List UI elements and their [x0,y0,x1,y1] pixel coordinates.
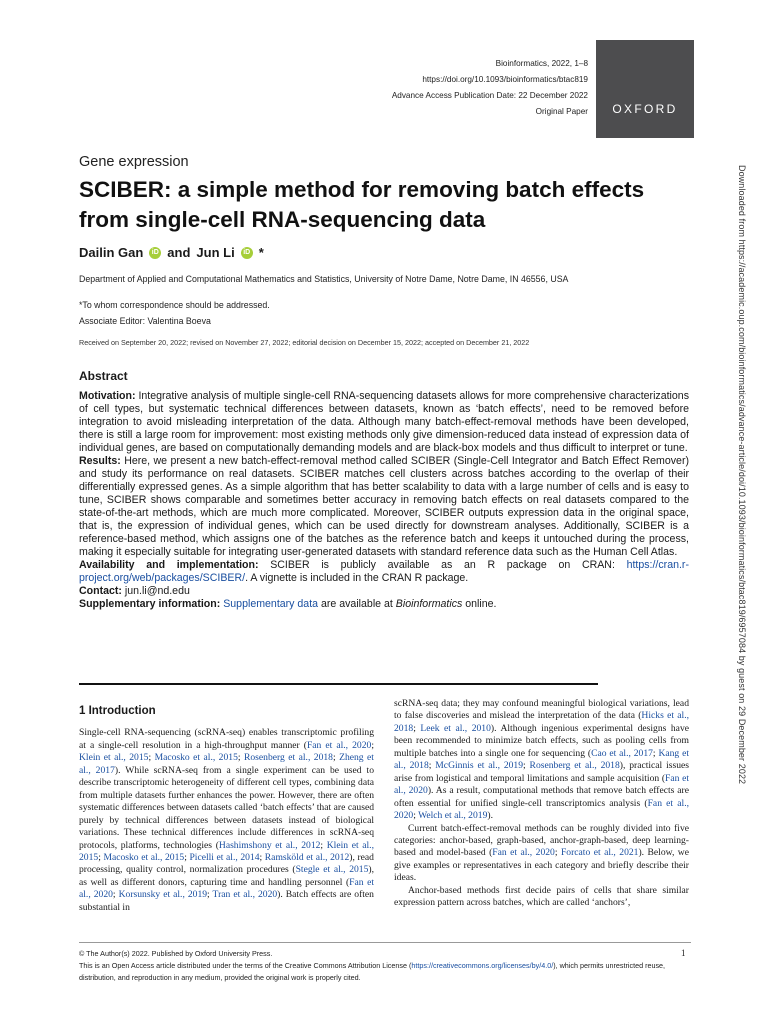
abstract-motivation: Motivation: Integrative analysis of multiple single-cell RNA-sequencing datasets allows for more comprehensive characterizations of cell types, but systematic technical differences between datasets, known as ‘batch effects’, need to be removed before integration to avoid misleading interpretation of the data. Although many batch-effect-removal methods have been developed, there is still a large room for improvement: most existing methods only give dimension-reduced data instead of expression data of individual genes, are based on computationally demanding models and are black-box models and thus difficult to interpret or tune. [79,390,689,454]
section-label: Gene expression [79,154,189,170]
body-paragraph: Single-cell RNA-sequencing (scRNA-seq) enables transcriptomic profiling at a single-cell resolution in a high-throughput manner (Fan et al., 2020; Klein et al., 2015; Macosko et al., 2015; Rosenberg et al., 2018; Zheng et al., 2017). While scRNA-seq from a single experiment can be used to describe transcriptomic heterogeneity of different cell types, combining data from multiple datasets further enhances the power. However, there are often systematic differences between datasets called ‘batch effects’ that are caused purely by technical differences between datasets instead of biological variations. These technical differences include differences in scRNA-seq protocols, platforms, technologies (Hashimshony et al., 2012; Klein et al., 2015; Macosko et al., 2015; Picelli et al., 2014; Ramsköld et al., 2012), read processing, quality control, normalization procedures (Stegle et al., 2015), as well as different donors, capturing time and handling personnel (Fan et al., 2020; Korsunsky et al., 2019; Tran et al., 2020). Batch effects are often substantial in [79,727,374,913]
citation-link[interactable]: Forcato et al., 2021 [560,847,639,859]
abstract-label: Motivation: [79,390,136,402]
abstract-heading: Abstract [79,369,128,383]
author-name: Dailin Gan [79,245,144,260]
article-title: SCIBER: a simple method for removing batch effects from single-cell RNA-sequencing data [79,177,645,232]
abstract-label: Results: [79,455,121,467]
abstract-label: Contact: [79,585,122,597]
paper-type: Original Paper [535,107,588,116]
abstract-label: Supplementary information: [79,598,221,610]
citation-link[interactable]: Fan et al., 2020 [394,797,689,822]
citation-link[interactable]: Welch et al., 2019 [418,810,488,822]
abstract-body [79,390,689,611]
citation-link[interactable]: Macosko et al., 2015 [154,752,238,764]
body-column-right [394,698,689,910]
affiliation: Department of Applied and Computational Mathematics and Statistics, University of Notre Dame, Notre Dame, IN 46556, USA [79,274,569,284]
doi-link[interactable]: https://doi.org/10.1093/bioinformatics/btac819 [422,75,588,84]
correspondence-block [79,297,270,329]
citation-link[interactable]: Leek et al., 2010 [420,722,491,734]
citation-link[interactable]: Cao et al., 2017 [591,747,653,759]
cran-link[interactable]: https://cran.r-project.org/web/packages/SCIBER/ [79,559,689,584]
advance-access-date: Advance Access Publication Date: 22 December 2022 [391,91,588,100]
citation-link[interactable]: Stegle et al., 2015 [295,864,369,876]
citation-link[interactable]: Klein et al., 2015 [79,839,374,863]
citation-link[interactable]: Rosenberg et al., 2018 [529,760,620,772]
page-number: 1 [681,948,686,958]
citation-link[interactable]: Fan et al., 2020 [492,847,555,859]
download-watermark: Downloaded from https://academic.oup.com/bioinformatics/advance-article/doi/10.1093/bioinformatics/btac819/6957084 by guest on 29 December 2022 [737,165,747,785]
body-column-left [79,700,374,914]
citation-link[interactable]: Zheng et al., 2017 [79,752,374,776]
logo-text: OXFORD [612,102,678,116]
section-divider [79,683,598,685]
journal-citation: Bioinformatics, 2022, 1–8 [495,59,588,68]
citation-link[interactable]: Korsunsky et al., 2019 [118,889,208,901]
contact-email: jun.li@nd.edu [121,585,190,597]
citation-link[interactable]: Tran et al., 2020 [212,889,278,901]
citation-link[interactable]: Fan et al., 2020 [306,739,372,751]
author-name: Jun Li [196,245,235,260]
footer [79,948,691,984]
body-paragraph: Current batch-effect-removal methods can be roughly divided into five categories: anchor-based, graph-based, anchor-graph-based, deep learning-based and model-based (Fan et al., 2020; Forcato et al., 2021). Below, we give examples or representatives in each category and briefly describe their ideas. [394,822,689,884]
footer-divider [79,942,691,943]
body-paragraph: scRNA-seq data; they may confound meaningful biological variations, lead to false discoveries and mislead the interpretation of the data (Hicks et al., 2018; Leek et al., 2010). Although ingenious experimental designs have been recommended to minimize batch effects, such as pooling cells from multiple batches into a single one for sequencing (Cao et al., 2017; Kang et al., 2018; McGinnis et al., 2019; Rosenberg et al., 2018), practical issues arise from logistical and temporal limitations and sample acquisition (Fan et al., 2020). As a result, computational methods that remove batch effects are often essential for unified single-cell transcriptomics analysis (Fan et al., 2020; Welch et al., 2019). [394,698,690,822]
associate-editor: Associate Editor: Valentina Boeva [79,316,211,326]
citation-link[interactable]: McGinnis et al., 2019 [435,760,524,772]
citation-link[interactable]: Picelli et al., 2014 [189,851,260,863]
abstract-availability: Availability and implementation: SCIBER is publicly available as an R package on CRAN: https://cran.r-project.org/web/packages/SCIBER/. A vignette is included in the CRAN R package. [79,559,689,584]
citation-link[interactable]: Klein et al., 2015 [79,752,149,764]
citation-link[interactable]: Ramsköld et al., 2012 [264,851,350,863]
citation-link[interactable]: Fan et al., 2020 [394,772,690,797]
license-link[interactable]: https://creativecommons.org/licenses/by/4.0/ [411,961,554,970]
citation-link[interactable]: Kang et al., 2018 [394,747,690,772]
abstract-label: Availability and implementation: [79,559,259,571]
orcid-icon[interactable]: iD [241,247,253,259]
citation-link[interactable]: Hashimshony et al., 2012 [218,839,321,851]
abstract-contact [79,585,689,598]
supplementary-link[interactable]: Supplementary data [223,598,319,610]
correspondence-note: *To whom correspondence should be addressed. [79,300,270,310]
section-heading: 1 Introduction [79,705,156,717]
citation-link[interactable]: Fan et al., 2020 [79,876,374,901]
abstract-results: Results: Here, we present a new batch-effect-removal method called SCIBER (Single-Cell Integrator and Batch Effect Remover) and study its performance on real datasets. SCIBER matches cell clusters across batches according to the overlap of their differentially expressed genes. As a simple algorithm that has better scalability to data with a large number of cells and is easy to tune, SCIBER shows comparable and sometimes better accuracy in removing batch effects on real datasets compared to the state-of-the-art methods, which are much more complicated. Moreover, SCIBER outputs expression data in the original space, that is, the expression of individual genes, which can be used directly for downstream analyses. Additionally, SCIBER is a reference-based method, which assigns one of the batches as the reference batch and keeps it untouched during the process, making it especially suitable for integrating user-generated datasets with standard reference data such as the Human Cell Atlas. [79,455,689,558]
citation-link[interactable]: Rosenberg et al., 2018 [243,752,333,764]
body-paragraph: Anchor-based methods first decide pairs of cells that share similar expression pattern across batches, which are called ‘anchors’, [394,884,689,909]
orcid-icon[interactable]: iD [149,247,161,259]
abstract-supplementary: Supplementary information: Supplementary data are available at Bioinformatics online. [79,598,497,610]
citation-link[interactable]: Hicks et al., 2018 [394,710,689,734]
copyright-line: © The Author(s) 2022. Published by Oxford University Press. [79,949,273,958]
oxford-logo [596,40,694,138]
corresponding-star: * [258,245,264,260]
received-dates: Received on September 20, 2022; revised on November 27, 2022; editorial decision on December 15, 2022; accepted on December 21, 2022 [79,338,530,347]
citation-link[interactable]: Macosko et al., 2015 [103,851,185,863]
journal-header [392,56,588,120]
author-line [79,245,264,260]
author-conjunction: and [167,245,191,260]
license-text: This is an Open Access article distributed under the terms of the Creative Commons Attribution License (https://creativecommons.org/licenses/by/4.0/), which permits unrestricted reuse, distribution, and reproduction in any medium, provided the original work is properly cited. [79,961,666,982]
